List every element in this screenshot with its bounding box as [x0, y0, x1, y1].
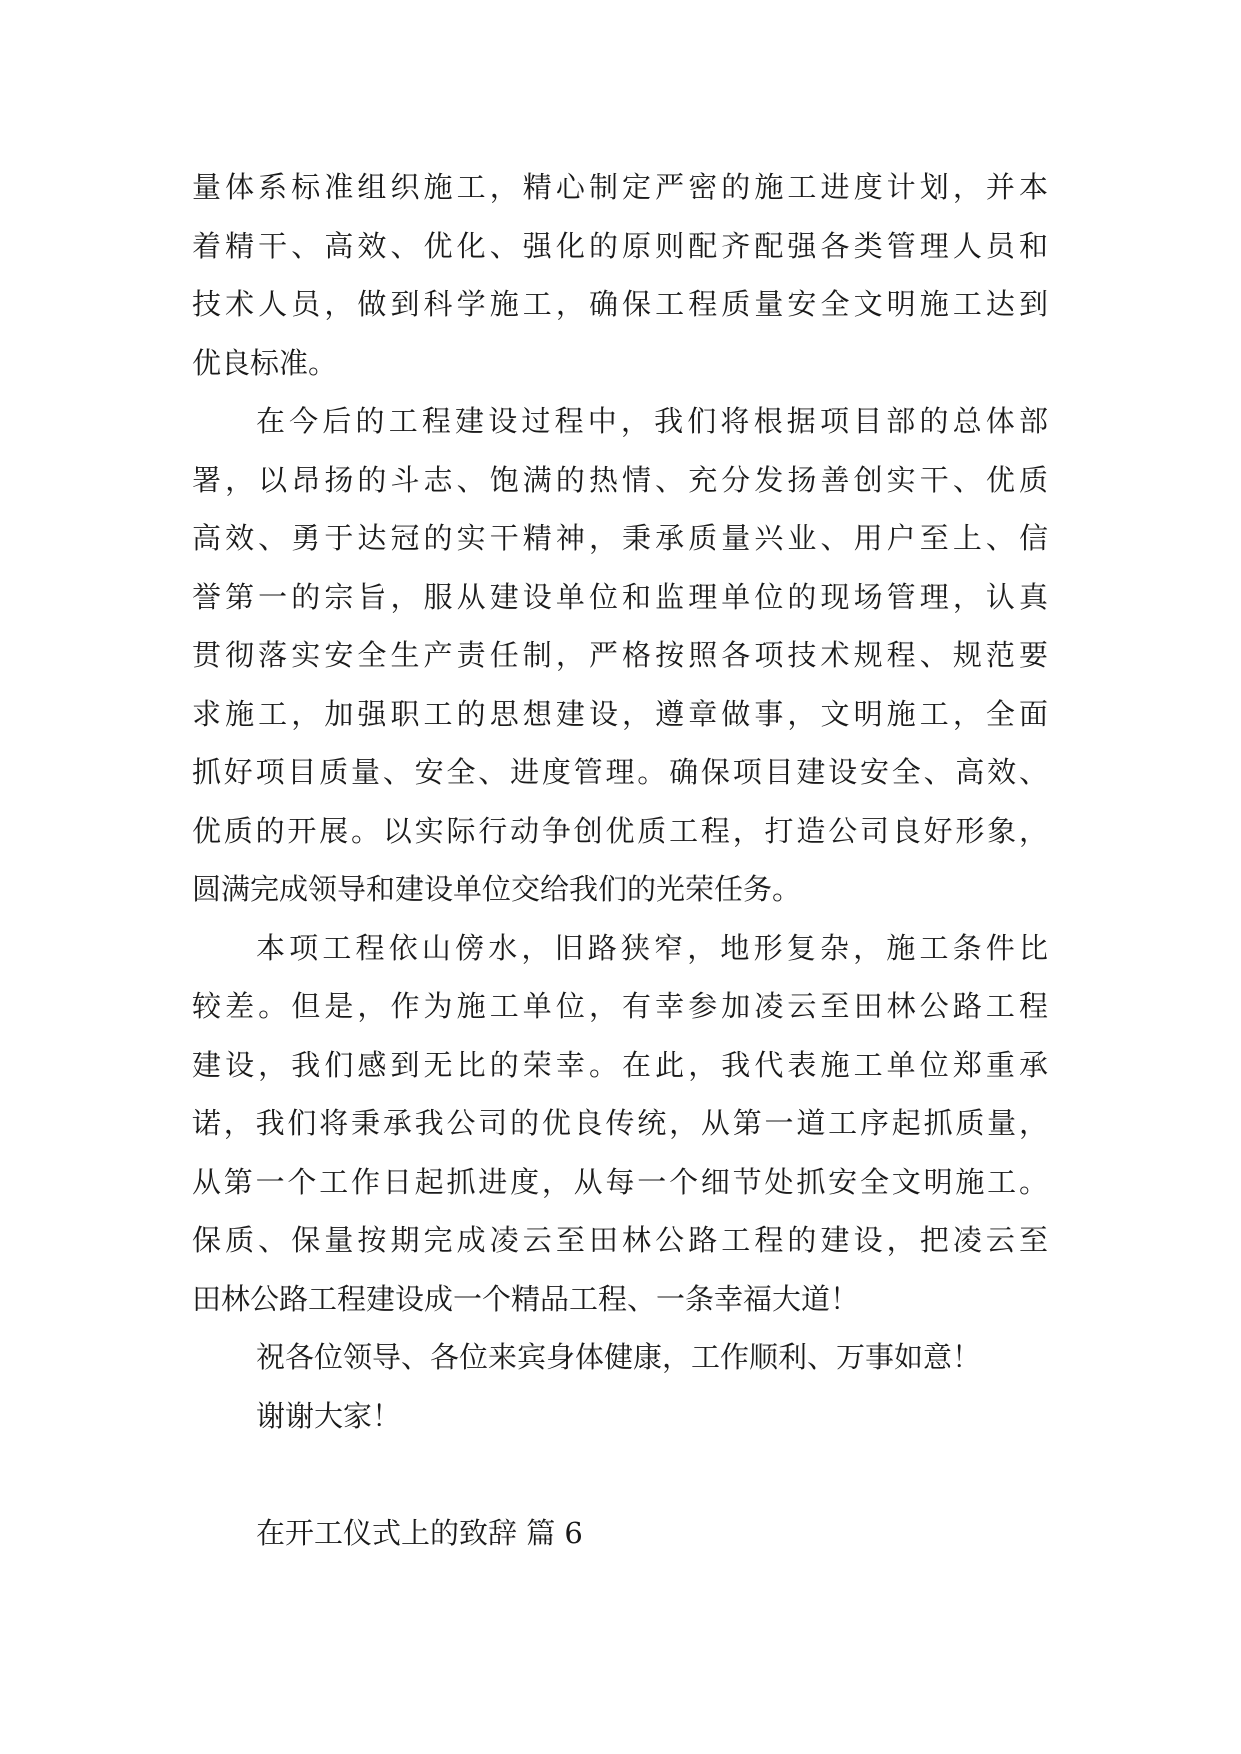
text-line: 优质的开展。以实际行动争创优质工程，打造公司良好形象，: [192, 813, 1048, 848]
text-line: 技术人员，做到科学施工，确保工程质量安全文明施工达到: [192, 287, 1048, 321]
text-line: 着精干、高效、优化、强化的原则配齐配强各类管理人员和: [192, 228, 1048, 263]
paragraph-continuation: [192, 158, 1048, 392]
blank-line: [192, 1445, 1048, 1504]
text-line: 保质、保量按期完成凌云至田林公路工程的建设，把凌云至: [192, 1223, 1048, 1257]
paragraph-thanks: [192, 1387, 1048, 1446]
text-line: 诺，我们将秉承我公司的优良传统，从第一道工序起抓质量，: [192, 1106, 1048, 1140]
text-line: 优良标准。: [192, 345, 338, 380]
paragraph-closing-wishes: [192, 1328, 1048, 1387]
text-line: 较差。但是，作为施工单位，有幸参加凌云至田林公路工程: [192, 989, 1048, 1023]
section-heading: 在开工仪式上的致辞 篇 6: [256, 1515, 583, 1550]
text-line: 抓好项目质量、安全、进度管理。确保项目建设安全、高效、: [192, 755, 1048, 789]
paragraph: [192, 919, 1048, 1329]
text-line: 量体系标准组织施工，精心制定严密的施工进度计划，并本: [192, 170, 1048, 204]
text-line: 田林公路工程建设成一个精品工程、一条幸福大道！: [192, 1281, 860, 1316]
text-line: 高效、勇于达冠的实干精神，秉承质量兴业、用户至上、信: [192, 521, 1048, 555]
text-line: 谢谢大家！: [256, 1398, 402, 1433]
text-line: 建设，我们感到无比的荣幸。在此，我代表施工单位郑重承: [192, 1047, 1048, 1082]
text-line: 贯彻落实安全生产责任制，严格按照各项技术规程、规范要: [192, 638, 1048, 672]
paragraph: [192, 392, 1048, 919]
text-line: 祝各位领导、各位来宾身体健康，工作顺利、万事如意！: [256, 1340, 982, 1374]
text-line: 署，以昂扬的斗志、饱满的热情、充分发扬善创实干、优质: [192, 462, 1048, 497]
text-line: 求施工，加强职工的思想建设，遵章做事，文明施工，全面: [192, 696, 1048, 731]
text-line: 本项工程依山傍水，旧路狭窄，地形复杂，施工条件比: [256, 930, 1048, 965]
text-line: 誉第一的宗旨，服从建设单位和监理单位的现场管理，认真: [192, 579, 1048, 614]
text-line: 从第一个工作日起抓进度，从每一个细节处抓安全文明施工。: [192, 1164, 1048, 1199]
document-body: [192, 158, 1048, 1562]
text-line: 圆满完成领导和建设单位交给我们的光荣任务。: [192, 872, 802, 906]
text-line: 在今后的工程建设过程中，我们将根据项目部的总体部: [256, 404, 1048, 438]
